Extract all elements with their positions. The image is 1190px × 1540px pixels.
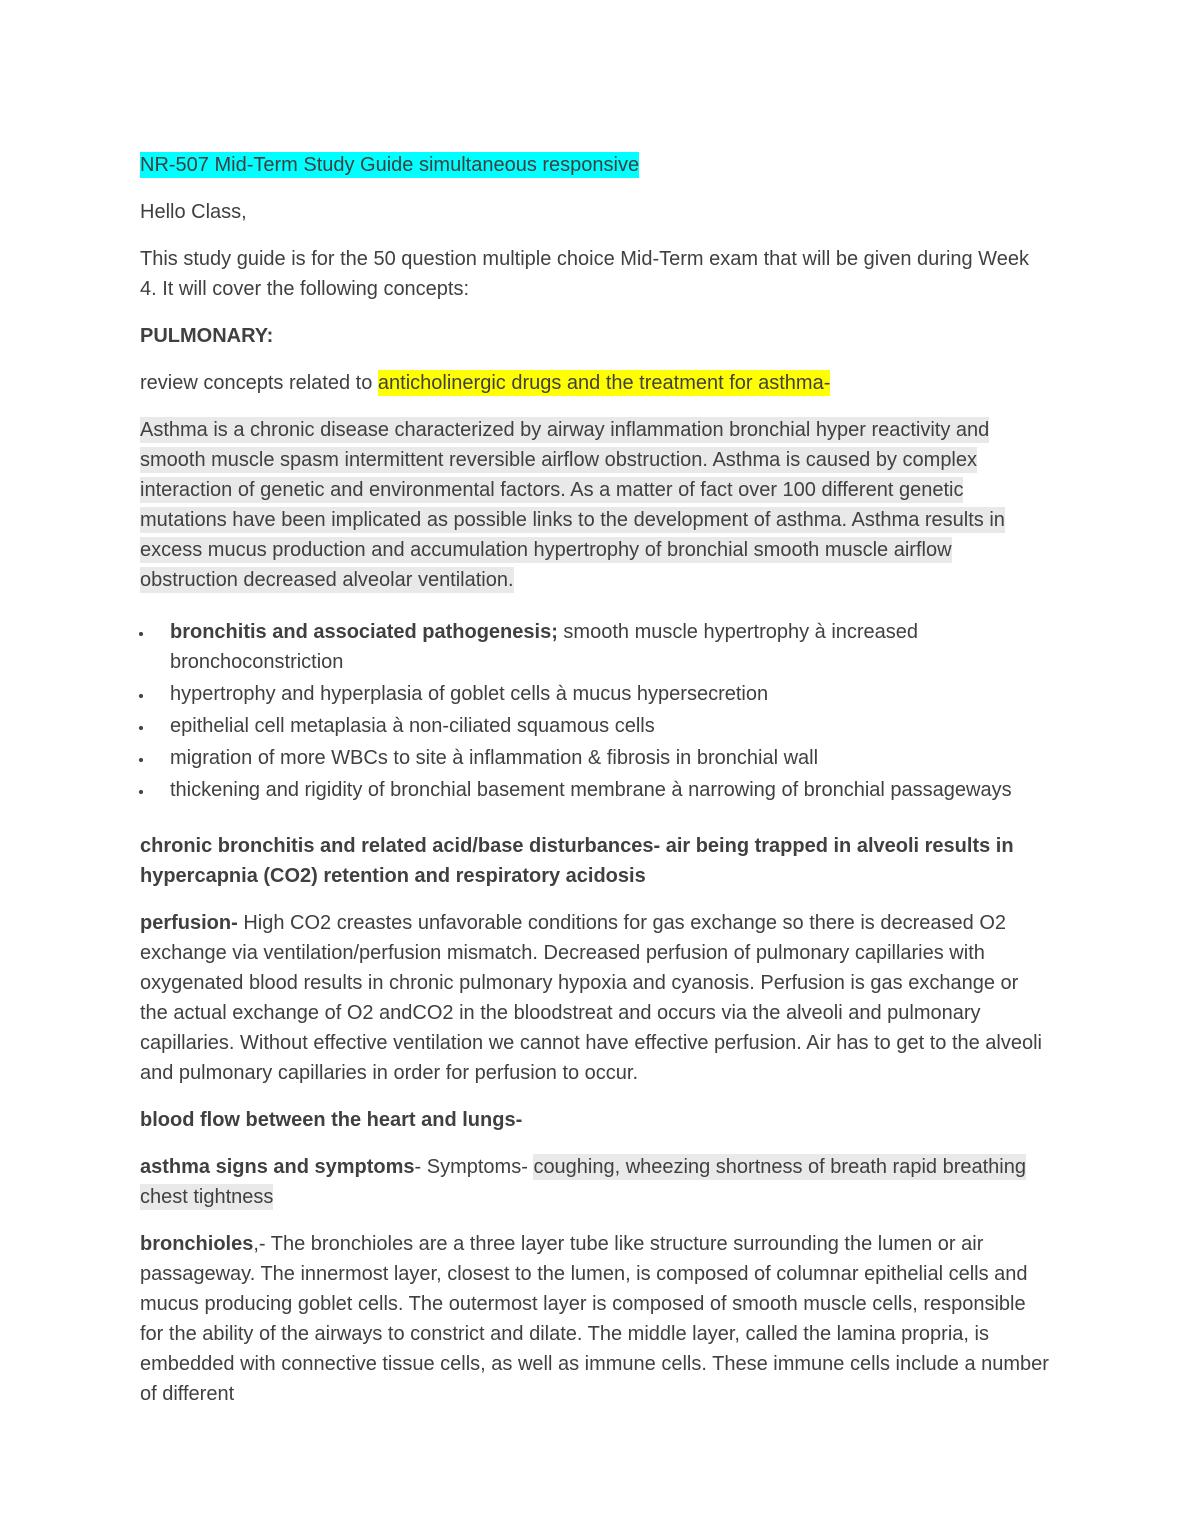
text-run: perfusion- — [140, 912, 238, 934]
paragraph — [140, 244, 1050, 304]
bullet-list-item — [154, 617, 1050, 677]
bullet-list-item — [154, 711, 1050, 741]
text-run: epithelial cell metaplasia à non-ciliated squamous cells — [170, 715, 655, 737]
text-run: This study guide is for the 50 question multiple choice Mid-Term exam that will be given during Week 4. It will cover the following concepts: — [140, 248, 1029, 300]
paragraph — [140, 1105, 1050, 1135]
paragraph — [140, 831, 1050, 891]
paragraph — [140, 1229, 1050, 1409]
paragraph — [140, 197, 1050, 227]
document-content — [140, 150, 1050, 1409]
text-run: bronchitis and associated pathogenesis; — [170, 621, 558, 643]
text-run: chronic bronchitis and related acid/base disturbances- air being trapped in alveoli results in hypercapnia (CO2) retention and respiratory acidosis — [140, 835, 1014, 887]
text-run: - Symptoms- — [414, 1156, 534, 1178]
bullet-list-item — [154, 679, 1050, 709]
text-run: Hello Class, — [140, 201, 247, 223]
bullet-list — [140, 617, 1050, 805]
paragraph — [140, 150, 1050, 180]
text-run: asthma signs and symptoms — [140, 1156, 415, 1178]
highlighted-text-run: NR-507 Mid-Term Study Guide simultaneous responsive — [140, 154, 640, 176]
highlighted-text-run: coughing, wheezing shortness of breath rapid breathing chest tightness — [140, 1156, 1026, 1208]
bullet-list-item — [154, 775, 1050, 805]
paragraph — [140, 1152, 1050, 1212]
text-run: High CO2 creastes unfavorable conditions for gas exchange so there is decreased O2 exchange via ventilation/perfusion mismatch. Decreased perfusion of pulmonary capillaries with oxygenated blood results in chronic pulmonary hypoxia and cyanosis. Perfusion is gas exchange or the actual exchange of O2 andCO2 in the bloodstreat and occurs via the alveoli and pulmonary capillaries. Without effective ventilation we cannot have effective perfusion. Air has to get to the alveoli and pulmonary capillaries in order for perfusion to occur. — [140, 912, 1043, 1084]
text-run: hypertrophy and hyperplasia of goblet cells à mucus hypersecretion — [170, 683, 769, 705]
paragraph — [140, 321, 1050, 351]
bullet-list-item — [154, 743, 1050, 773]
text-run: ,- The bronchioles are a three layer tube like structure surrounding the lumen or air passageway. The innermost layer, closest to the lumen, is composed of columnar epithelial cells and mucus producing goblet cells. The outermost layer is composed of smooth muscle cells, responsible for the ability of the airways to constrict and dilate. The middle layer, called the lamina propria, is embedded with connective tissue cells, as well as immune cells. These immune cells include a number of different — [140, 1233, 1049, 1405]
text-run: PULMONARY: — [140, 325, 274, 347]
paragraph — [140, 415, 1050, 595]
paragraph — [140, 908, 1050, 1088]
text-run: thickening and rigidity of bronchial basement membrane à narrowing of bronchial passageways — [170, 779, 1012, 801]
highlighted-text-run: anticholinergic drugs and the treatment for asthma- — [377, 372, 831, 394]
text-run: review concepts related to — [140, 372, 378, 394]
text-run: migration of more WBCs to site à inflammation & fibrosis in bronchial wall — [170, 747, 819, 769]
text-run: smooth muscle hypertrophy à increased bronchoconstriction — [170, 621, 919, 673]
text-run: bronchioles — [140, 1233, 254, 1255]
highlighted-text-run: Asthma is a chronic disease characterized by airway inflammation bronchial hyper reactivity and smooth muscle spasm intermittent reversible airflow obstruction. Asthma is caused by complex interaction of genetic and environmental factors. As a matter of fact over 100 different genetic mutations have been implicated as possible links to the development of asthma. Asthma results in excess mucus production and accumulation hypertrophy of bronchial smooth muscle airflow obstruction decreased alveolar ventilation. — [140, 419, 1005, 591]
paragraph — [140, 368, 1050, 398]
text-run: blood flow between the heart and lungs- — [140, 1109, 523, 1131]
